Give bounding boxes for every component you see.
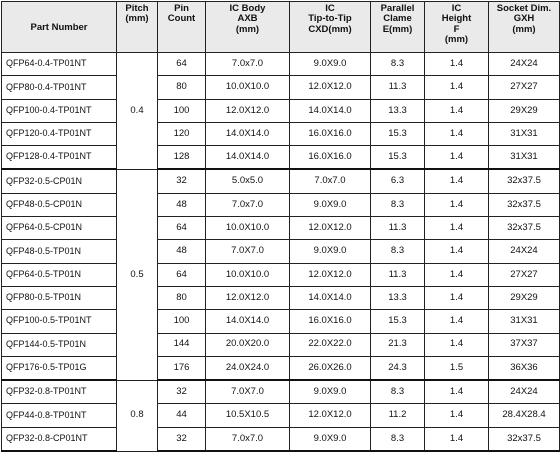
socket-dim-cell: 29X29 xyxy=(489,99,560,122)
ic-body-cell: 10.0X10.0 xyxy=(206,263,290,286)
tip-to-tip-cell: 9.0X9.0 xyxy=(290,53,371,76)
parallel-clame-cell: 8.3 xyxy=(371,53,425,76)
table-row xyxy=(2,146,560,170)
pin-count-cell: 48 xyxy=(158,193,206,216)
header-parallel-clame: Parallel Clame E(mm) xyxy=(371,2,425,53)
parallel-clame-cell: 15.3 xyxy=(371,146,425,170)
ic-height-cell: 1.4 xyxy=(425,286,489,309)
pin-count-cell: 80 xyxy=(158,286,206,309)
tip-to-tip-cell: 9.0X9.0 xyxy=(290,427,371,451)
ic-height-cell: 1.4 xyxy=(425,263,489,286)
parallel-clame-cell: 15.3 xyxy=(371,122,425,145)
tip-to-tip-cell: 7.0x7.0 xyxy=(290,169,371,193)
pin-count-cell: 48 xyxy=(158,240,206,263)
pin-count-cell: 128 xyxy=(158,146,206,170)
socket-dim-cell: 31X31 xyxy=(489,122,560,145)
pin-count-cell: 32 xyxy=(158,169,206,193)
ic-height-cell: 1.4 xyxy=(425,380,489,404)
table-row xyxy=(2,404,560,427)
part-number-cell: QFP80-0.5-TP01N xyxy=(2,286,117,309)
tip-to-tip-cell: 22.0X22.0 xyxy=(290,333,371,356)
part-number-cell: QFP32-0.8-CP01NT xyxy=(2,427,117,451)
ic-height-cell: 1.4 xyxy=(425,333,489,356)
ic-body-cell: 14.0X14.0 xyxy=(206,146,290,170)
header-part-number: Part Number xyxy=(2,2,117,53)
pin-count-cell: 64 xyxy=(158,53,206,76)
ic-height-cell: 1.4 xyxy=(425,146,489,170)
ic-body-cell: 5.0x5.0 xyxy=(206,169,290,193)
ic-body-cell: 7.0X7.0 xyxy=(206,380,290,404)
parallel-clame-cell: 13.3 xyxy=(371,99,425,122)
parallel-clame-cell: 15.3 xyxy=(371,310,425,333)
pin-count-cell: 44 xyxy=(158,404,206,427)
tip-to-tip-cell: 12.0X12.0 xyxy=(290,76,371,99)
socket-dim-cell: 31X31 xyxy=(489,310,560,333)
table-row xyxy=(2,240,560,263)
socket-dim-cell: 36X36 xyxy=(489,356,560,380)
pin-count-cell: 64 xyxy=(158,263,206,286)
part-number-cell: QFP32-0.5-CP01N xyxy=(2,169,117,193)
table-row xyxy=(2,427,560,451)
ic-height-cell: 1.4 xyxy=(425,427,489,451)
pin-count-cell: 32 xyxy=(158,380,206,404)
table-row xyxy=(2,99,560,122)
parallel-clame-cell: 24.3 xyxy=(371,356,425,380)
table-row xyxy=(2,356,560,380)
ic-height-cell: 1.4 xyxy=(425,122,489,145)
part-number-cell: QFP64-0.5-TP01N xyxy=(2,263,117,286)
part-number-cell: QFP32-0.8-TP01NT xyxy=(2,380,117,404)
part-number-cell: QFP44-0.8-TP01NT xyxy=(2,404,117,427)
tip-to-tip-cell: 12.0X12.0 xyxy=(290,217,371,240)
tip-to-tip-cell: 14.0X14.0 xyxy=(290,99,371,122)
parallel-clame-cell: 8.3 xyxy=(371,240,425,263)
tip-to-tip-cell: 16.0X16.0 xyxy=(290,146,371,170)
table-row xyxy=(2,169,560,193)
parallel-clame-cell: 6.3 xyxy=(371,169,425,193)
tip-to-tip-cell: 12.0X12.0 xyxy=(290,263,371,286)
ic-height-cell: 1.4 xyxy=(425,217,489,240)
ic-body-cell: 7.0x7.0 xyxy=(206,53,290,76)
table-row xyxy=(2,263,560,286)
tip-to-tip-cell: 9.0X9.0 xyxy=(290,380,371,404)
parallel-clame-cell: 8.3 xyxy=(371,427,425,451)
socket-dim-cell: 32x37.5 xyxy=(489,169,560,193)
ic-body-cell: 10.0X10.0 xyxy=(206,217,290,240)
header-ic-body: IC Body AXB (mm) xyxy=(206,2,290,53)
parallel-clame-cell: 8.3 xyxy=(371,193,425,216)
parallel-clame-cell: 11.2 xyxy=(371,404,425,427)
parallel-clame-cell: 11.3 xyxy=(371,217,425,240)
part-number-cell: QFP144-0.5-TP01N xyxy=(2,333,117,356)
tip-to-tip-cell: 9.0X9.0 xyxy=(290,240,371,263)
socket-dim-cell: 27X27 xyxy=(489,76,560,99)
tip-to-tip-cell: 9.0X9.0 xyxy=(290,193,371,216)
pin-count-cell: 80 xyxy=(158,76,206,99)
socket-dim-cell: 24X24 xyxy=(489,380,560,404)
part-number-cell: QFP48-0.5-TP01N xyxy=(2,240,117,263)
socket-dim-cell: 28.4X28.4 xyxy=(489,404,560,427)
pitch-cell: 0.5 xyxy=(117,169,158,380)
ic-body-cell: 12.0X12.0 xyxy=(206,99,290,122)
ic-height-cell: 1.4 xyxy=(425,404,489,427)
part-number-cell: QFP120-0.4-TP01NT xyxy=(2,122,117,145)
header-socket-dim: Socket Dim. GXH (mm) xyxy=(489,2,560,53)
ic-height-cell: 1.4 xyxy=(425,169,489,193)
ic-body-cell: 14.0X14.0 xyxy=(206,310,290,333)
socket-dim-cell: 24X24 xyxy=(489,53,560,76)
part-number-cell: QFP176-0.5-TP01G xyxy=(2,356,117,380)
part-number-cell: QFP80-0.4-TP01NT xyxy=(2,76,117,99)
ic-body-cell: 7.0x7.0 xyxy=(206,427,290,451)
ic-body-cell: 10.0X10.0 xyxy=(206,76,290,99)
ic-height-cell: 1.4 xyxy=(425,240,489,263)
pin-count-cell: 100 xyxy=(158,99,206,122)
ic-height-cell: 1.4 xyxy=(425,53,489,76)
table-row xyxy=(2,193,560,216)
pin-count-cell: 144 xyxy=(158,333,206,356)
table-row xyxy=(2,53,560,76)
header-ic-height: IC Height F (mm) xyxy=(425,2,489,53)
socket-dim-cell: 29X29 xyxy=(489,286,560,309)
parallel-clame-cell: 11.3 xyxy=(371,263,425,286)
part-number-cell: QFP64-0.5-CP01N xyxy=(2,217,117,240)
socket-dim-cell: 31X31 xyxy=(489,146,560,170)
table-row xyxy=(2,286,560,309)
pitch-cell: 0.8 xyxy=(117,380,158,451)
header-row xyxy=(2,2,560,53)
socket-dim-cell: 32x37.5 xyxy=(489,427,560,451)
tip-to-tip-cell: 12.0X12.0 xyxy=(290,404,371,427)
part-number-cell: QFP128-0.4-TP01NT xyxy=(2,146,117,170)
pin-count-cell: 32 xyxy=(158,427,206,451)
socket-dim-cell: 32x37.5 xyxy=(489,193,560,216)
ic-body-cell: 24.0X24.0 xyxy=(206,356,290,380)
table-row xyxy=(2,122,560,145)
tip-to-tip-cell: 14.0X14.0 xyxy=(290,286,371,309)
table-row xyxy=(2,380,560,404)
part-number-cell: QFP100-0.5-TP01NT xyxy=(2,310,117,333)
parallel-clame-cell: 8.3 xyxy=(371,380,425,404)
socket-dim-cell: 24X24 xyxy=(489,240,560,263)
ic-height-cell: 1.4 xyxy=(425,310,489,333)
table-row xyxy=(2,76,560,99)
ic-height-cell: 1.4 xyxy=(425,99,489,122)
socket-dim-cell: 27X27 xyxy=(489,263,560,286)
ic-body-cell: 20.0X20.0 xyxy=(206,333,290,356)
tip-to-tip-cell: 16.0X16.0 xyxy=(290,122,371,145)
pitch-cell: 0.4 xyxy=(117,53,158,170)
ic-height-cell: 1.4 xyxy=(425,193,489,216)
part-number-cell: QFP100-0.4-TP01NT xyxy=(2,99,117,122)
pin-count-cell: 64 xyxy=(158,217,206,240)
parallel-clame-cell: 11.3 xyxy=(371,76,425,99)
ic-body-cell: 14.0X14.0 xyxy=(206,122,290,145)
parallel-clame-cell: 13.3 xyxy=(371,286,425,309)
header-pitch: Pitch (mm) xyxy=(117,2,158,53)
header-pin-count: Pin Count xyxy=(158,2,206,53)
table-row xyxy=(2,217,560,240)
ic-height-cell: 1.5 xyxy=(425,356,489,380)
ic-body-cell: 10.5X10.5 xyxy=(206,404,290,427)
part-number-cell: QFP48-0.5-CP01N xyxy=(2,193,117,216)
ic-body-cell: 7.0X7.0 xyxy=(206,240,290,263)
tip-to-tip-cell: 16.0X16.0 xyxy=(290,310,371,333)
tip-to-tip-cell: 26.0X26.0 xyxy=(290,356,371,380)
pin-count-cell: 176 xyxy=(158,356,206,380)
part-number-cell: QFP64-0.4-TP01NT xyxy=(2,53,117,76)
header-tip-to-tip: IC Tip-to-Tip CXD(mm) xyxy=(290,2,371,53)
socket-spec-table xyxy=(1,1,560,452)
ic-height-cell: 1.4 xyxy=(425,76,489,99)
table-row xyxy=(2,310,560,333)
ic-body-cell: 7.0x7.0 xyxy=(206,193,290,216)
pin-count-cell: 120 xyxy=(158,122,206,145)
parallel-clame-cell: 21.3 xyxy=(371,333,425,356)
socket-dim-cell: 37X37 xyxy=(489,333,560,356)
table-row xyxy=(2,333,560,356)
socket-dim-cell: 32x37.5 xyxy=(489,217,560,240)
pin-count-cell: 100 xyxy=(158,310,206,333)
ic-body-cell: 12.0X12.0 xyxy=(206,286,290,309)
table-body xyxy=(2,53,560,452)
